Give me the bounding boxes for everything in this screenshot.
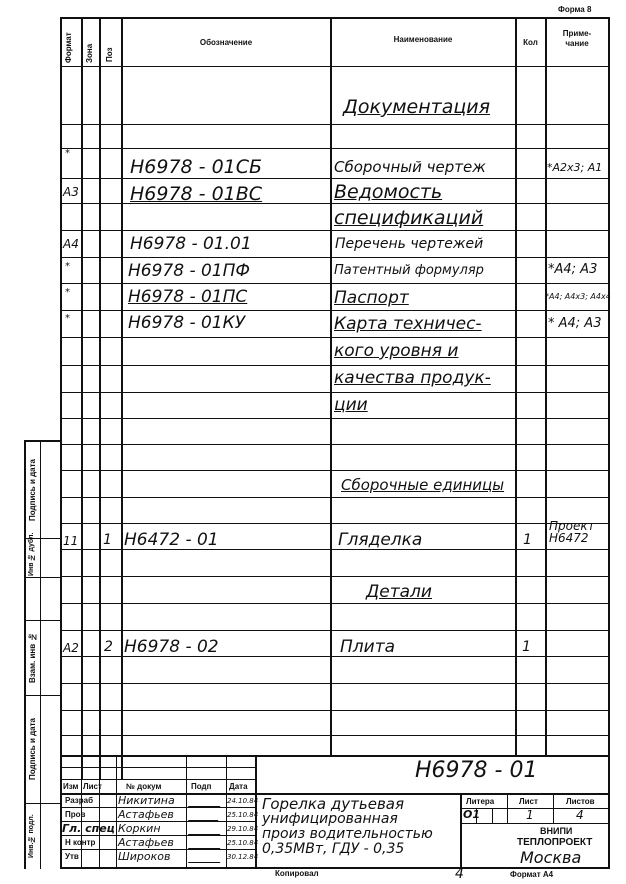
section-heading-parts: Детали: [366, 582, 432, 602]
signature: [188, 810, 222, 821]
side-label-signature-date: Подпись и дата: [28, 459, 37, 521]
role-person: Никитина: [118, 794, 175, 807]
org-city: Москва: [520, 848, 582, 867]
row-name: кого уровня и: [334, 341, 459, 361]
litera-label: Литера: [466, 797, 495, 806]
row-note: *А4; А4х3; А4х4: [545, 292, 611, 301]
column-header-format: Формат: [64, 32, 73, 63]
change-header-date: Дата: [229, 782, 248, 791]
row-name: Карта техничес-: [334, 314, 482, 334]
product-name-line: Горелка дутьевая: [262, 795, 405, 813]
role-person: Коркин: [118, 822, 161, 835]
row-designation: Н6978 - 01.01: [130, 234, 252, 254]
row-name: Паспорт: [334, 288, 409, 308]
product-name-line: произ водительностью: [262, 826, 433, 842]
row-qty: 1: [522, 639, 531, 655]
row-name: спецификаций: [334, 207, 484, 229]
sheet-label: Лист: [519, 797, 538, 806]
row-name: Патентный формуляр: [334, 263, 484, 278]
product-name-line: унифицированная: [262, 811, 398, 827]
row-format: А3: [63, 185, 79, 199]
row-designation: Н6978 - 01ПС: [128, 287, 248, 307]
row-name: Ведомость: [334, 181, 443, 203]
row-note: Проект Н6472: [549, 519, 595, 545]
document-number: Н6978 - 01: [415, 758, 538, 783]
org-name: ВНИПИ: [540, 826, 573, 836]
row-designation: Н6978 - 01ВС: [130, 183, 263, 205]
column-header-designation: Обозначение: [199, 38, 253, 47]
signature: [188, 852, 224, 863]
row-format: А4: [63, 237, 79, 251]
row-name: Перечень чертежей: [335, 236, 484, 252]
side-label-duplicate-inv: Инв № дубл.: [28, 532, 35, 576]
section-heading-documentation: Документация: [343, 96, 491, 118]
signature: [188, 824, 224, 835]
format-label: Формат А4: [510, 870, 554, 879]
side-label-replaced-inv: Взам. инв №: [28, 632, 37, 684]
row-name: Гляделка: [338, 530, 423, 550]
change-header-izm: Изм: [63, 782, 79, 791]
row-designation: Н6978 - 01СБ: [130, 156, 263, 178]
row-designation: Н6978 - 01ПФ: [128, 261, 251, 281]
role-date: 24.10.84: [227, 797, 259, 805]
row-name: Плита: [340, 637, 396, 657]
side-label-original-inv: Инв.№ подл.: [28, 814, 35, 858]
row-format: А2: [63, 641, 79, 655]
row-pos: 1: [103, 532, 112, 548]
row-designation: Н6472 - 01: [124, 530, 219, 550]
row-format: 11: [63, 534, 79, 548]
role-label: Утв: [65, 852, 79, 861]
role-person: Широков: [118, 850, 171, 863]
row-note: * А4; А3: [548, 316, 602, 331]
product-name-line: 0,35МВт, ГДУ - 0,35: [262, 841, 405, 857]
row-format: *: [65, 148, 70, 159]
column-header-zone: Зона: [85, 43, 94, 63]
row-name: Сборочный чертеж: [334, 158, 486, 176]
signature: [188, 838, 224, 849]
column-header-note: Приме- чание: [562, 29, 592, 48]
row-format: *: [65, 287, 70, 298]
column-header-qty: Кол: [523, 38, 538, 47]
signature: [188, 796, 224, 807]
row-format: *: [65, 261, 70, 272]
row-designation: Н6978 - 01КУ: [128, 313, 246, 333]
role-label: Пров: [65, 810, 86, 819]
form-label: Форма 8: [558, 5, 592, 14]
bottom-mark: 4: [455, 866, 464, 882]
copied-label: Копировал: [275, 869, 319, 878]
role-label: Разраб: [65, 796, 94, 805]
column-header-name: Наименование: [393, 35, 453, 44]
org-name: ТЕПЛОПРОЕКТ: [517, 837, 593, 848]
sheet-value: 1: [526, 808, 534, 822]
change-header-list: Лист: [83, 782, 102, 791]
role-date: 29.10.84: [227, 825, 259, 833]
row-note: *А4; А3: [548, 262, 598, 277]
row-note: *А2х3; А1: [547, 161, 603, 174]
sheets-label: Листов: [566, 797, 595, 806]
role-date: 30.12.84: [227, 853, 259, 861]
section-heading-assemblies: Сборочные единицы: [341, 476, 505, 494]
row-name: качества продук-: [334, 368, 491, 388]
role-person: Астафьев: [118, 836, 174, 849]
change-header-doc: № докум: [126, 782, 162, 791]
side-label-signature-date-2: Подпись и дата: [28, 718, 37, 780]
row-name: ции: [334, 395, 368, 415]
litera-value: О1: [463, 808, 481, 821]
column-header-pos: Поз: [105, 47, 114, 62]
row-format: *: [65, 313, 70, 324]
role-label: Гл. спец: [62, 822, 115, 835]
change-header-sign: Подп: [191, 782, 212, 791]
row-designation: Н6978 - 02: [124, 637, 219, 657]
sheets-value: 4: [576, 808, 584, 822]
role-person: Астафьев: [118, 808, 174, 821]
row-qty: 1: [523, 532, 532, 548]
role-date: 25.10.84: [227, 839, 259, 847]
role-date: 25.10.84: [227, 811, 259, 819]
role-label: Н контр: [65, 838, 96, 847]
row-pos: 2: [104, 639, 113, 655]
